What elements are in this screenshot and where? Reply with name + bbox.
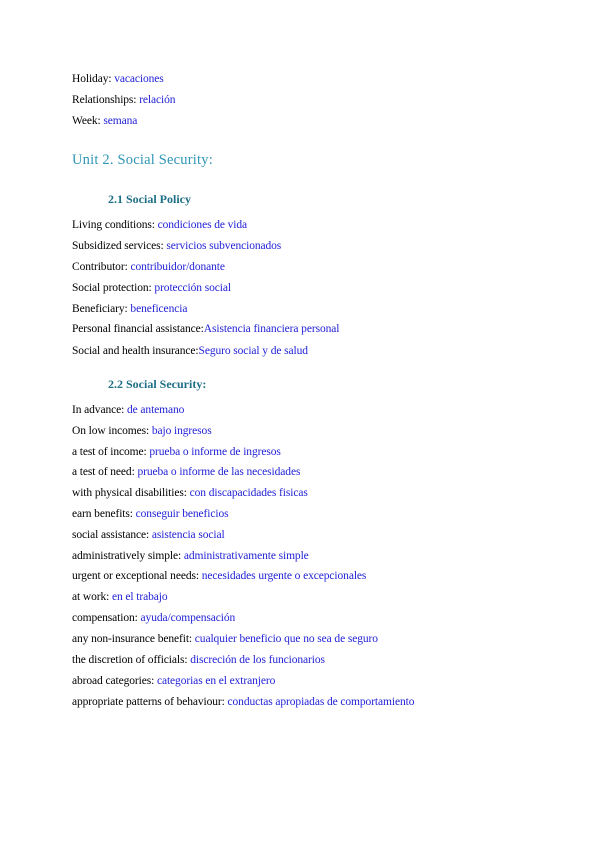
vocab-translation: servicios subvencionados <box>166 240 282 252</box>
vocab-translation: Asistencia financiera personal <box>203 323 340 335</box>
vocab-term: earn benefits: <box>72 508 136 520</box>
vocab-term: any non-insurance benefit: <box>72 633 195 645</box>
vocab-line <box>72 695 414 709</box>
vocab-term: urgent or exceptional needs: <box>72 570 202 582</box>
vocab-term: Holiday: <box>72 73 115 85</box>
vocab-line <box>72 445 281 459</box>
vocab-translation: vacaciones <box>114 73 164 85</box>
vocab-term: with physical disabilities: <box>72 487 190 499</box>
vocab-term: Social and health insurance: <box>72 345 199 357</box>
vocab-line <box>72 528 225 542</box>
vocab-term: Contributor: <box>72 261 131 273</box>
vocab-term: On low incomes: <box>72 425 152 437</box>
unit-heading: Unit 2. Social Security: <box>72 152 213 168</box>
vocab-line <box>72 486 308 500</box>
section-heading-social-policy: 2.1 Social Policy <box>108 192 191 206</box>
vocab-translation: condiciones de vida <box>157 219 248 231</box>
section-heading-social-security: 2.2 Social Security: <box>108 377 207 391</box>
vocab-line <box>72 653 325 667</box>
vocab-translation: relación <box>139 94 176 106</box>
vocab-translation: en el trabajo <box>111 591 168 603</box>
vocab-line <box>72 403 184 417</box>
vocab-term: Beneficiary: <box>72 303 131 315</box>
vocab-translation: beneficencia <box>130 303 188 315</box>
vocab-term: Social protection: <box>72 282 155 294</box>
vocab-line <box>72 424 212 438</box>
vocab-term: Personal financial assistance: <box>72 323 204 335</box>
vocab-translation: con discapacidades fisicas <box>189 487 308 499</box>
vocab-line <box>72 239 281 253</box>
vocab-line-holiday <box>72 72 164 86</box>
vocab-line <box>72 344 308 358</box>
vocab-line <box>72 465 300 479</box>
vocab-term: appropriate patterns of behaviour: <box>72 696 228 708</box>
vocab-line <box>72 218 247 232</box>
vocab-line <box>72 281 231 295</box>
vocab-term: Relationships: <box>72 94 140 106</box>
vocab-term: social assistance: <box>72 529 152 541</box>
vocab-translation: necesidades urgente o excepcionales <box>201 570 367 582</box>
vocab-translation: conseguir beneficios <box>135 508 229 520</box>
vocab-line <box>72 590 168 604</box>
vocab-line <box>72 611 235 625</box>
vocab-line <box>72 569 366 583</box>
vocab-translation: protección social <box>154 282 231 294</box>
vocab-line <box>72 260 225 274</box>
vocab-line <box>72 322 339 336</box>
vocab-term: Week: <box>72 115 104 127</box>
vocab-term: Subsidized services: <box>72 240 167 252</box>
vocab-translation: administrativamente simple <box>183 550 309 562</box>
vocab-term: compensation: <box>72 612 141 624</box>
vocab-translation: cualquier beneficio que no sea de seguro <box>194 633 378 645</box>
vocab-term: abroad categories: <box>72 675 157 687</box>
vocab-translation: categorias en el extranjero <box>156 675 276 687</box>
vocab-translation: Seguro social y de salud <box>198 345 308 357</box>
vocab-term: In advance: <box>72 404 127 416</box>
vocab-term: Living conditions: <box>72 219 158 231</box>
vocab-term: a test of need: <box>72 466 138 478</box>
vocab-translation: asistencia social <box>151 529 225 541</box>
vocab-line-relationships <box>72 93 175 107</box>
vocab-translation: semana <box>103 115 138 127</box>
vocab-translation: prueba o informe de las necesidades <box>137 466 301 478</box>
vocab-line <box>72 507 228 521</box>
vocab-term: a test of income: <box>72 446 150 458</box>
vocab-translation: bajo ingresos <box>151 425 212 437</box>
vocab-term: administratively simple: <box>72 550 184 562</box>
vocab-line-week <box>72 114 137 128</box>
vocab-translation: conductas apropiadas de comportamiento <box>227 696 415 708</box>
vocab-term: at work: <box>72 591 112 603</box>
vocab-translation: ayuda/compensación <box>140 612 236 624</box>
vocab-line <box>72 632 378 646</box>
vocab-translation: contribuidor/donante <box>130 261 225 273</box>
vocab-line <box>72 302 187 316</box>
vocab-line <box>72 674 275 688</box>
vocab-translation: discreción de los funcionarios <box>190 654 325 666</box>
vocab-term: the discretion of officials: <box>72 654 191 666</box>
vocab-translation: prueba o informe de ingresos <box>149 446 281 458</box>
vocab-line <box>72 549 309 563</box>
vocab-translation: de antemano <box>127 404 185 416</box>
